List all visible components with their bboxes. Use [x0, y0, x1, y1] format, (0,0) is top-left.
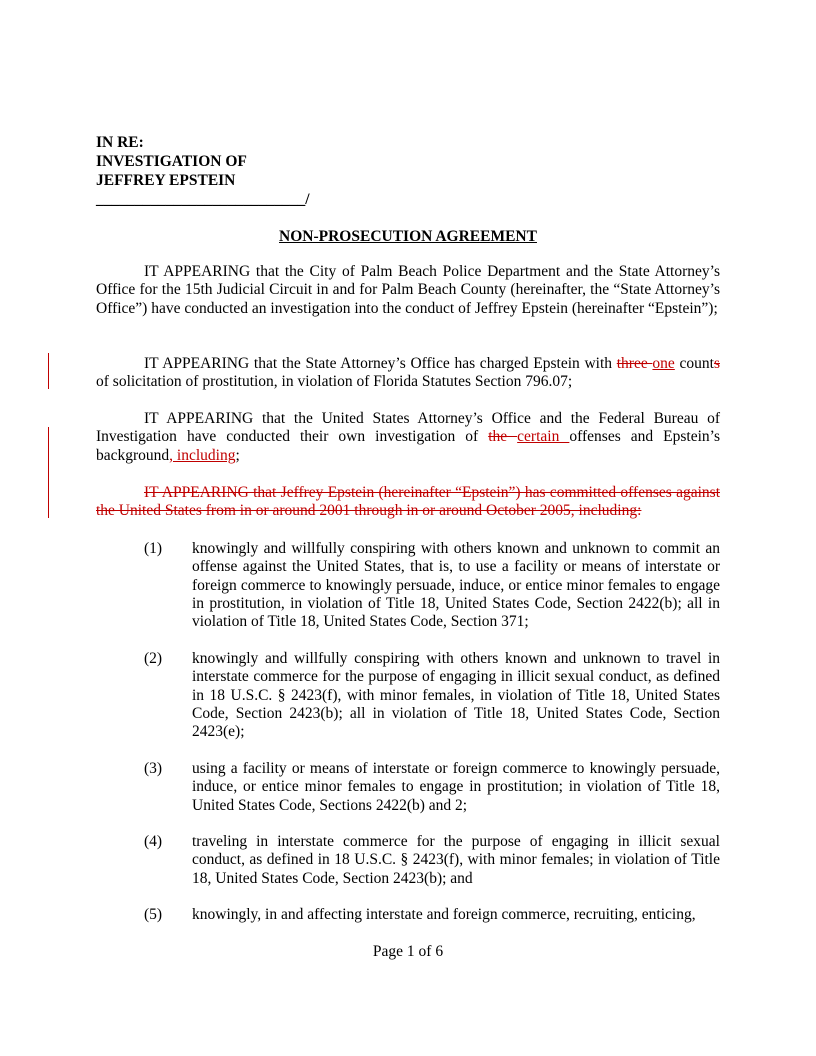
case-caption [96, 133, 310, 209]
list-item-text: using a facility or means of interstate or foreign commerce to knowingly persuade, induce, or entice minor females to engage in prostitution; in violation of Title 18, United States Code, Sections 2422(b) and 2; [192, 760, 720, 814]
list-item-text: knowingly, in and affecting interstate and foreign commerce, recruiting, enticing, [192, 906, 696, 923]
caption-rule: ___________________________/ [96, 191, 310, 208]
list-item-number: (2) [144, 650, 163, 667]
deleted-text: three [616, 355, 653, 372]
list-item-text: traveling in interstate commerce for the purpose of engaging in illicit sexual conduct, as defined in 18 U.S.C. § 2423(f), with minor females; in violation of Title 18, United States Code, Section 2423(b); and [192, 833, 720, 887]
paragraph-1: IT APPEARING that the City of Palm Beach Police Department and the State Attorney’s Office for the 15th Judicial Circuit in and for Palm Beach County (hereinafter, the “State Attorney’s Office”) have conducted an investigation into the conduct of Jeffrey Epstein (hereinafter “Epstein”); [96, 263, 720, 317]
list-item-number: (1) [144, 540, 163, 557]
paragraph-2-text-c: of solicitation of prostitution, in violation of Florida Statutes Section 796.07; [96, 373, 573, 391]
paragraph-3-text-b: offenses and Epstein’s background [96, 428, 720, 464]
inserted-text: one [652, 355, 675, 372]
change-bar [48, 427, 49, 518]
document-title: NON-PROSECUTION AGREEMENT [279, 228, 537, 245]
paragraph-3 [96, 410, 720, 465]
paragraph-3-text-c: ; [235, 446, 240, 464]
change-bar [48, 353, 49, 389]
paragraph-3-text-a: IT APPEARING that the United States Attorney’s Office and the Federal Bureau of Investigation have conducted their own investigation of [96, 410, 720, 446]
list-item-number: (3) [144, 760, 163, 777]
paragraph-2-text-a: IT APPEARING that the State Attorney’s Office has charged Epstein with [144, 355, 617, 372]
caption-line-3: JEFFREY EPSTEIN [96, 172, 236, 189]
list-item-text: knowingly and willfully conspiring with others known and unknown to commit an offense against the United States, that is, to use a facility or means of interstate or foreign commerce to knowingly persuade, induce, or entice minor females to engage in prostitution, in violation of Title 18, United States Code, Section 2422(b); all in violation of Title 18, United States Code, Section 371; [192, 540, 720, 631]
paragraph-2 [96, 355, 720, 392]
inserted-text: , including [169, 446, 236, 464]
list-item-text: knowingly and willfully conspiring with others known and unknown to travel in interstate commerce for the purpose of engaging in illicit sexual conduct, as defined in 18 U.S.C. § 2423(f), with minor females, in violation of Title 18, United States Code, Section 2423(b); all in violation of Title 18, United States Code, Section 2423(e); [192, 650, 720, 741]
paragraph-2-text-b: count [674, 355, 714, 372]
deleted-text: the [488, 428, 518, 446]
page-number: Page 1 of 6 [372, 943, 444, 960]
caption-line-1: IN RE: [96, 134, 144, 151]
list-item-number: (4) [144, 833, 163, 850]
inserted-text: certain [517, 428, 570, 446]
deleted-text: s [713, 355, 720, 372]
caption-line-2: INVESTIGATION OF [96, 153, 247, 170]
list-item-number: (5) [144, 906, 163, 923]
deleted-paragraph: IT APPEARING that Jeffrey Epstein (hereinafter “Epstein”) has committed offenses against the United States from in or around 2001 through in or around October 2005, including: [96, 484, 720, 520]
